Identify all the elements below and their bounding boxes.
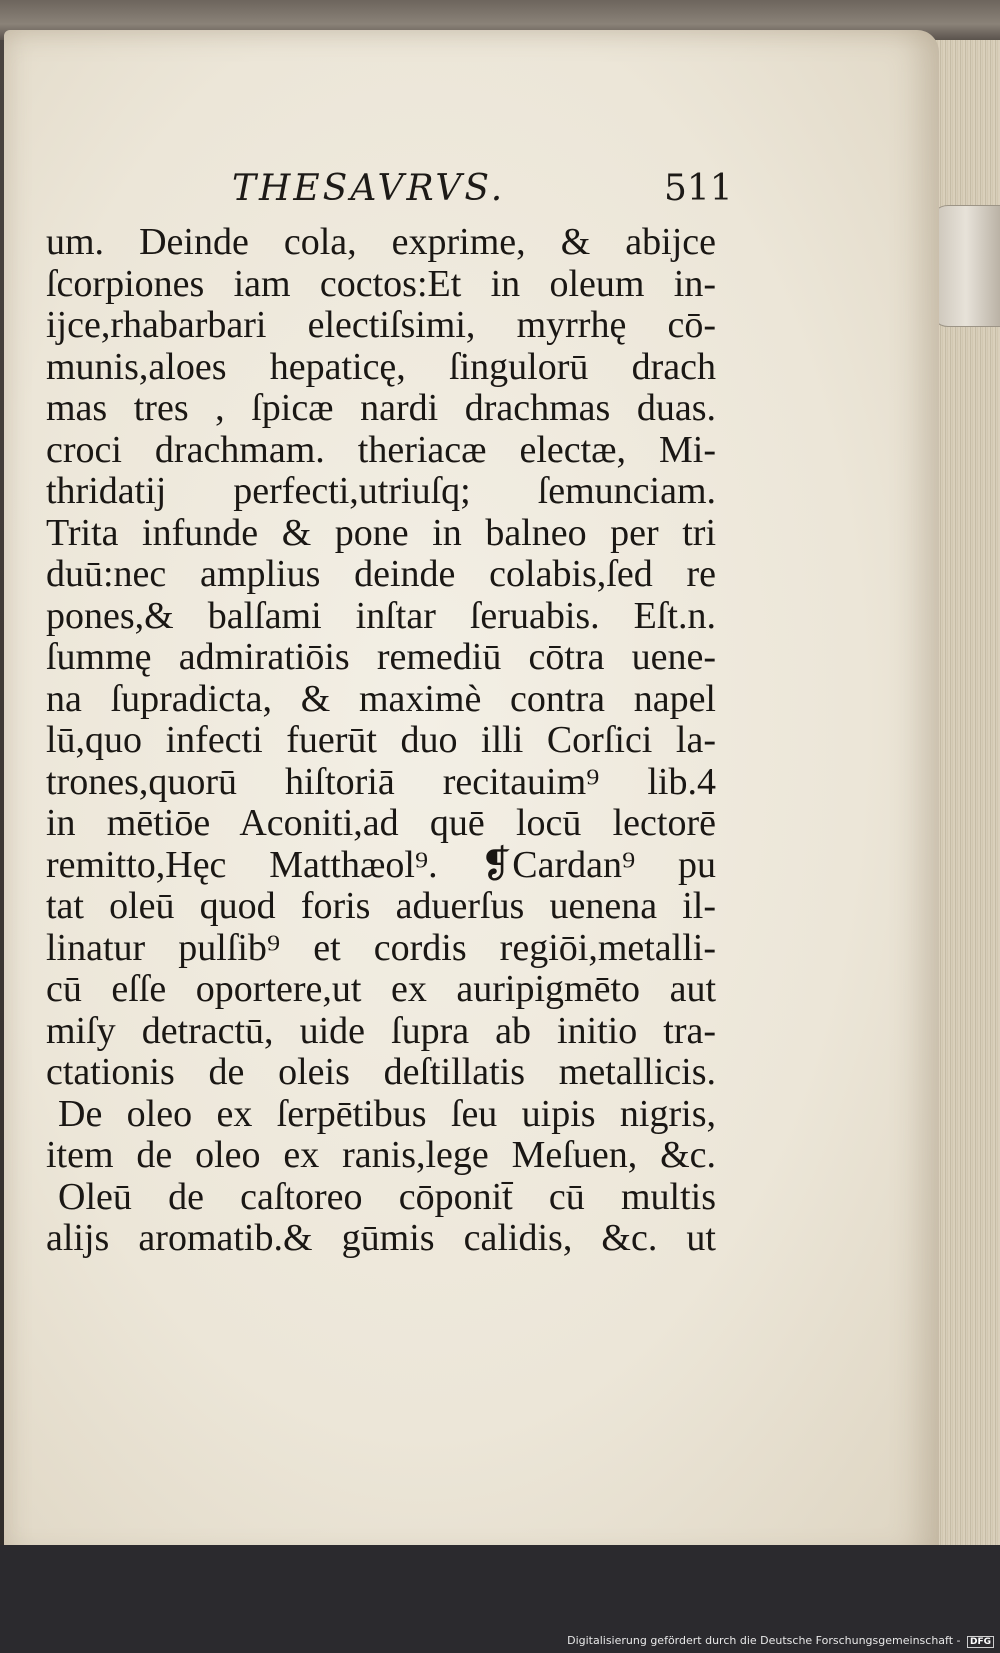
text-line: munis,aloes hepaticę, ſingulorū drach xyxy=(46,345,716,388)
page-tab-marker xyxy=(930,205,1000,327)
running-title: THESAVRVS. xyxy=(232,168,506,209)
credit-text: Digitalisierung gefördert durch die Deutsche Forschungsgemeinschaft - xyxy=(567,1634,961,1647)
text-line: item de oleo ex ranis,lege Meſuen, &c. xyxy=(46,1134,716,1176)
body-text xyxy=(46,222,716,1260)
text-line: ſcorpiones iam coctos:Et in oleum in- xyxy=(46,262,716,305)
page-number: 511 xyxy=(664,168,733,209)
text-line: remitto,Hęc Matthæol⁹. ❡Cardan⁹ pu xyxy=(46,843,716,886)
text-line: um. Deinde cola, exprime, & abijce xyxy=(46,221,716,263)
text-line: na ſupradicta, & maximè contra napel xyxy=(46,677,716,720)
text-line: Trita infunde & pone in balneo per tri xyxy=(46,511,716,554)
text-line: thridatij perfecti,utriuſq; ſemunciam. xyxy=(46,470,716,512)
text-line: duū:nec amplius deinde colabis,ſed re xyxy=(46,553,716,595)
text-line: linatur pulſib⁹ et cordis regiōi,metalli- xyxy=(46,926,716,969)
digitization-credit xyxy=(567,1634,994,1648)
page-header xyxy=(4,168,939,218)
text-line: tat oleū quod foris aduerſus uenena il- xyxy=(46,885,716,927)
text-line: cū eſſe oportere,ut ex auripigmēto aut xyxy=(46,968,716,1010)
text-line: miſy detractū, uide ſupra ab initio tra- xyxy=(46,1009,716,1052)
text-line: Oleū de caſtoreo cōponit̄ cū multis xyxy=(58,1175,716,1218)
text-line: ctationis de oleis deſtillatis metallicis. xyxy=(46,1051,716,1093)
text-line: croci drachmam. theriacæ electæ, Mi- xyxy=(46,428,716,471)
text-line: trones,quorū hiſtoriā recitauim⁹ lib.4 xyxy=(46,760,716,803)
text-line: ſummę admiratiōis remediū cōtra uene- xyxy=(46,636,716,678)
text-line: in mētiōe Aconiti,ad quē locū lectorē xyxy=(46,802,716,844)
text-line: pones,& balſami inſtar ſeruabis. Eſt.n. xyxy=(46,594,716,637)
book-page xyxy=(4,30,939,1560)
text-line: De oleo ex ſerpētibus ſeu uipis nigris, xyxy=(58,1092,716,1135)
text-line: ijce,rhabarbari electiſsimi, myrrhę cō- xyxy=(46,304,716,346)
text-line: alijs aromatib.& gūmis calidis, &c. ut xyxy=(46,1217,716,1259)
text-line: mas tres , ſpicæ nardi drachmas duas. xyxy=(46,387,716,429)
dfg-logo: DFG xyxy=(967,1636,994,1648)
text-line: lū,quo infecti fuerūt duo illi Corſici la- xyxy=(46,719,716,761)
